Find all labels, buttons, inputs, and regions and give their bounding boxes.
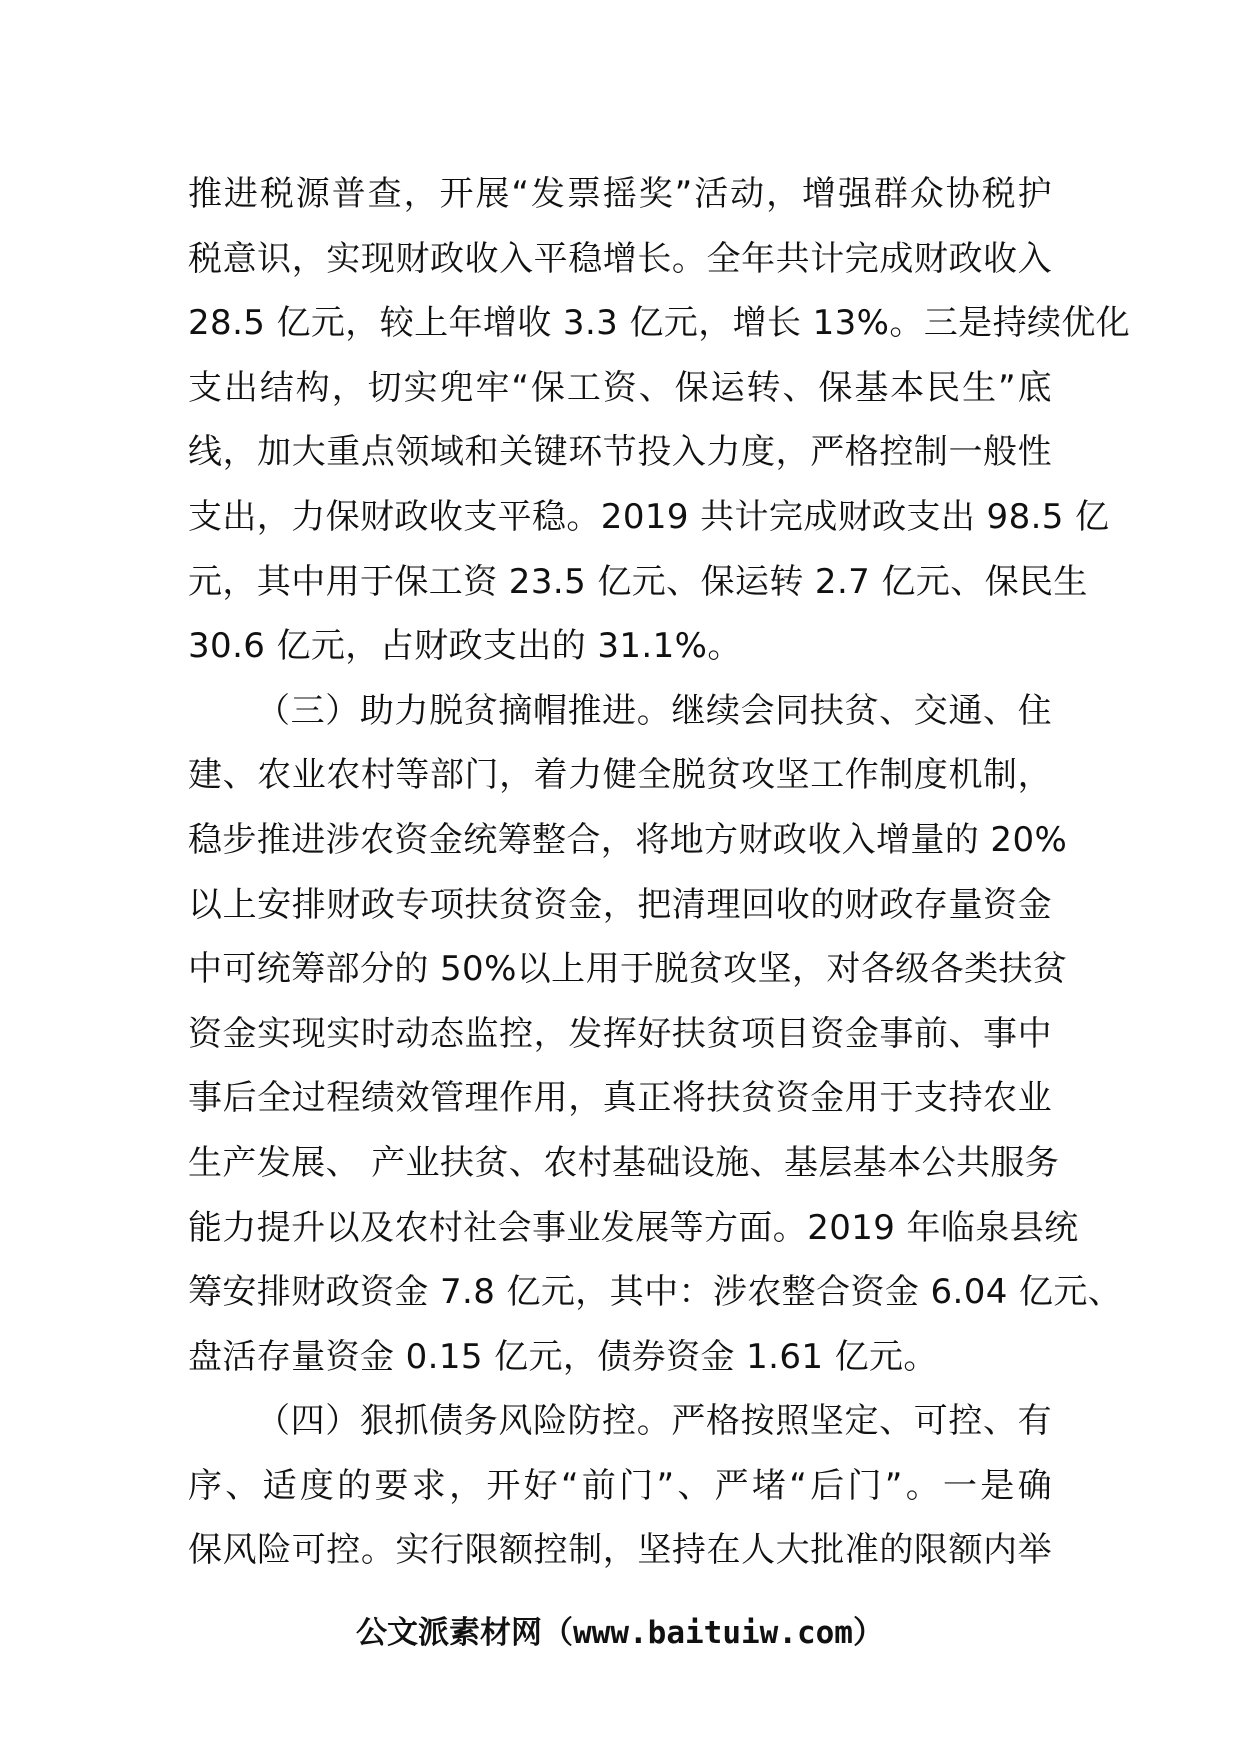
text-line: 稳步推进涉农资金统筹整合，将地方财政收入增量的 20% <box>188 819 1068 860</box>
text-line: 筹安排财政资金 7.8 亿元，其中：涉农整合资金 6.04 亿元、 <box>188 1272 1123 1313</box>
text-line: 能力提升以及农村社会事业发展等方面。2019 年临泉县统 <box>188 1207 1079 1248</box>
text-line: 以上安排财政专项扶贫资金，把清理回收的财政存量资金 <box>188 884 1052 925</box>
footer-url[interactable]: （www.baituiw.com） <box>542 1615 884 1651</box>
footer-watermark <box>0 1613 1240 1653</box>
text-line: 推进税源普查，开展“发票摇奖”活动，增强群众协税护 <box>188 174 1052 214</box>
text-line: 生产发展、 产业扶贫、农村基础设施、基层基本公共服务 <box>188 1142 1060 1183</box>
text-line: 28.5 亿元，较上年增收 3.3 亿元，增长 13%。三是持续优化 <box>188 303 1131 344</box>
text-line: 序、适度的要求，开好“前门”、严堵“后门”。一是确 <box>188 1465 1052 1506</box>
footer-site-name: 公文派素材网 <box>356 1615 543 1651</box>
text-line: 建、农业农村等部门，着力健全脱贫攻坚工作制度机制， <box>188 755 1052 796</box>
text-line: 元，其中用于保工资 23.5 亿元、保运转 2.7 亿元、保民生 <box>188 561 1088 602</box>
text-line: 支出，力保财政收支平稳。2019 共计完成财政支出 98.5 亿 <box>188 496 1110 537</box>
body-text <box>188 162 1131 1583</box>
text-line: 中可统筹部分的 50%以上用于脱贫攻坚，对各级各类扶贫 <box>188 949 1068 990</box>
text-line: 事后全过程绩效管理作用，真正将扶贫资金用于支持农业 <box>188 1078 1052 1119</box>
text-line: 支出结构，切实兜牢“保工资、保运转、保基本民生”底 <box>188 367 1052 408</box>
text-line: 30.6 亿元，占财政支出的 31.1%。 <box>188 626 742 667</box>
section-heading-line: （三）助力脱贫摘帽推进。继续会同扶贫、交通、住 <box>256 690 1052 731</box>
section-heading-line: （四）狠抓债务风险防控。严格按照坚定、可控、有 <box>256 1401 1052 1442</box>
text-line: 资金实现实时动态监控，发挥好扶贫项目资金事前、事中 <box>188 1013 1052 1054</box>
text-line: 线，加大重点领域和关键环节投入力度，严格控制一般性 <box>188 432 1052 473</box>
text-line: 盘活存量资金 0.15 亿元，债券资金 1.61 亿元。 <box>188 1336 938 1377</box>
text-line: 税意识，实现财政收入平稳增长。全年共计完成财政收入 <box>188 238 1052 279</box>
text-line: 保风险可控。实行限额控制，坚持在人大批准的限额内举 <box>188 1530 1052 1571</box>
